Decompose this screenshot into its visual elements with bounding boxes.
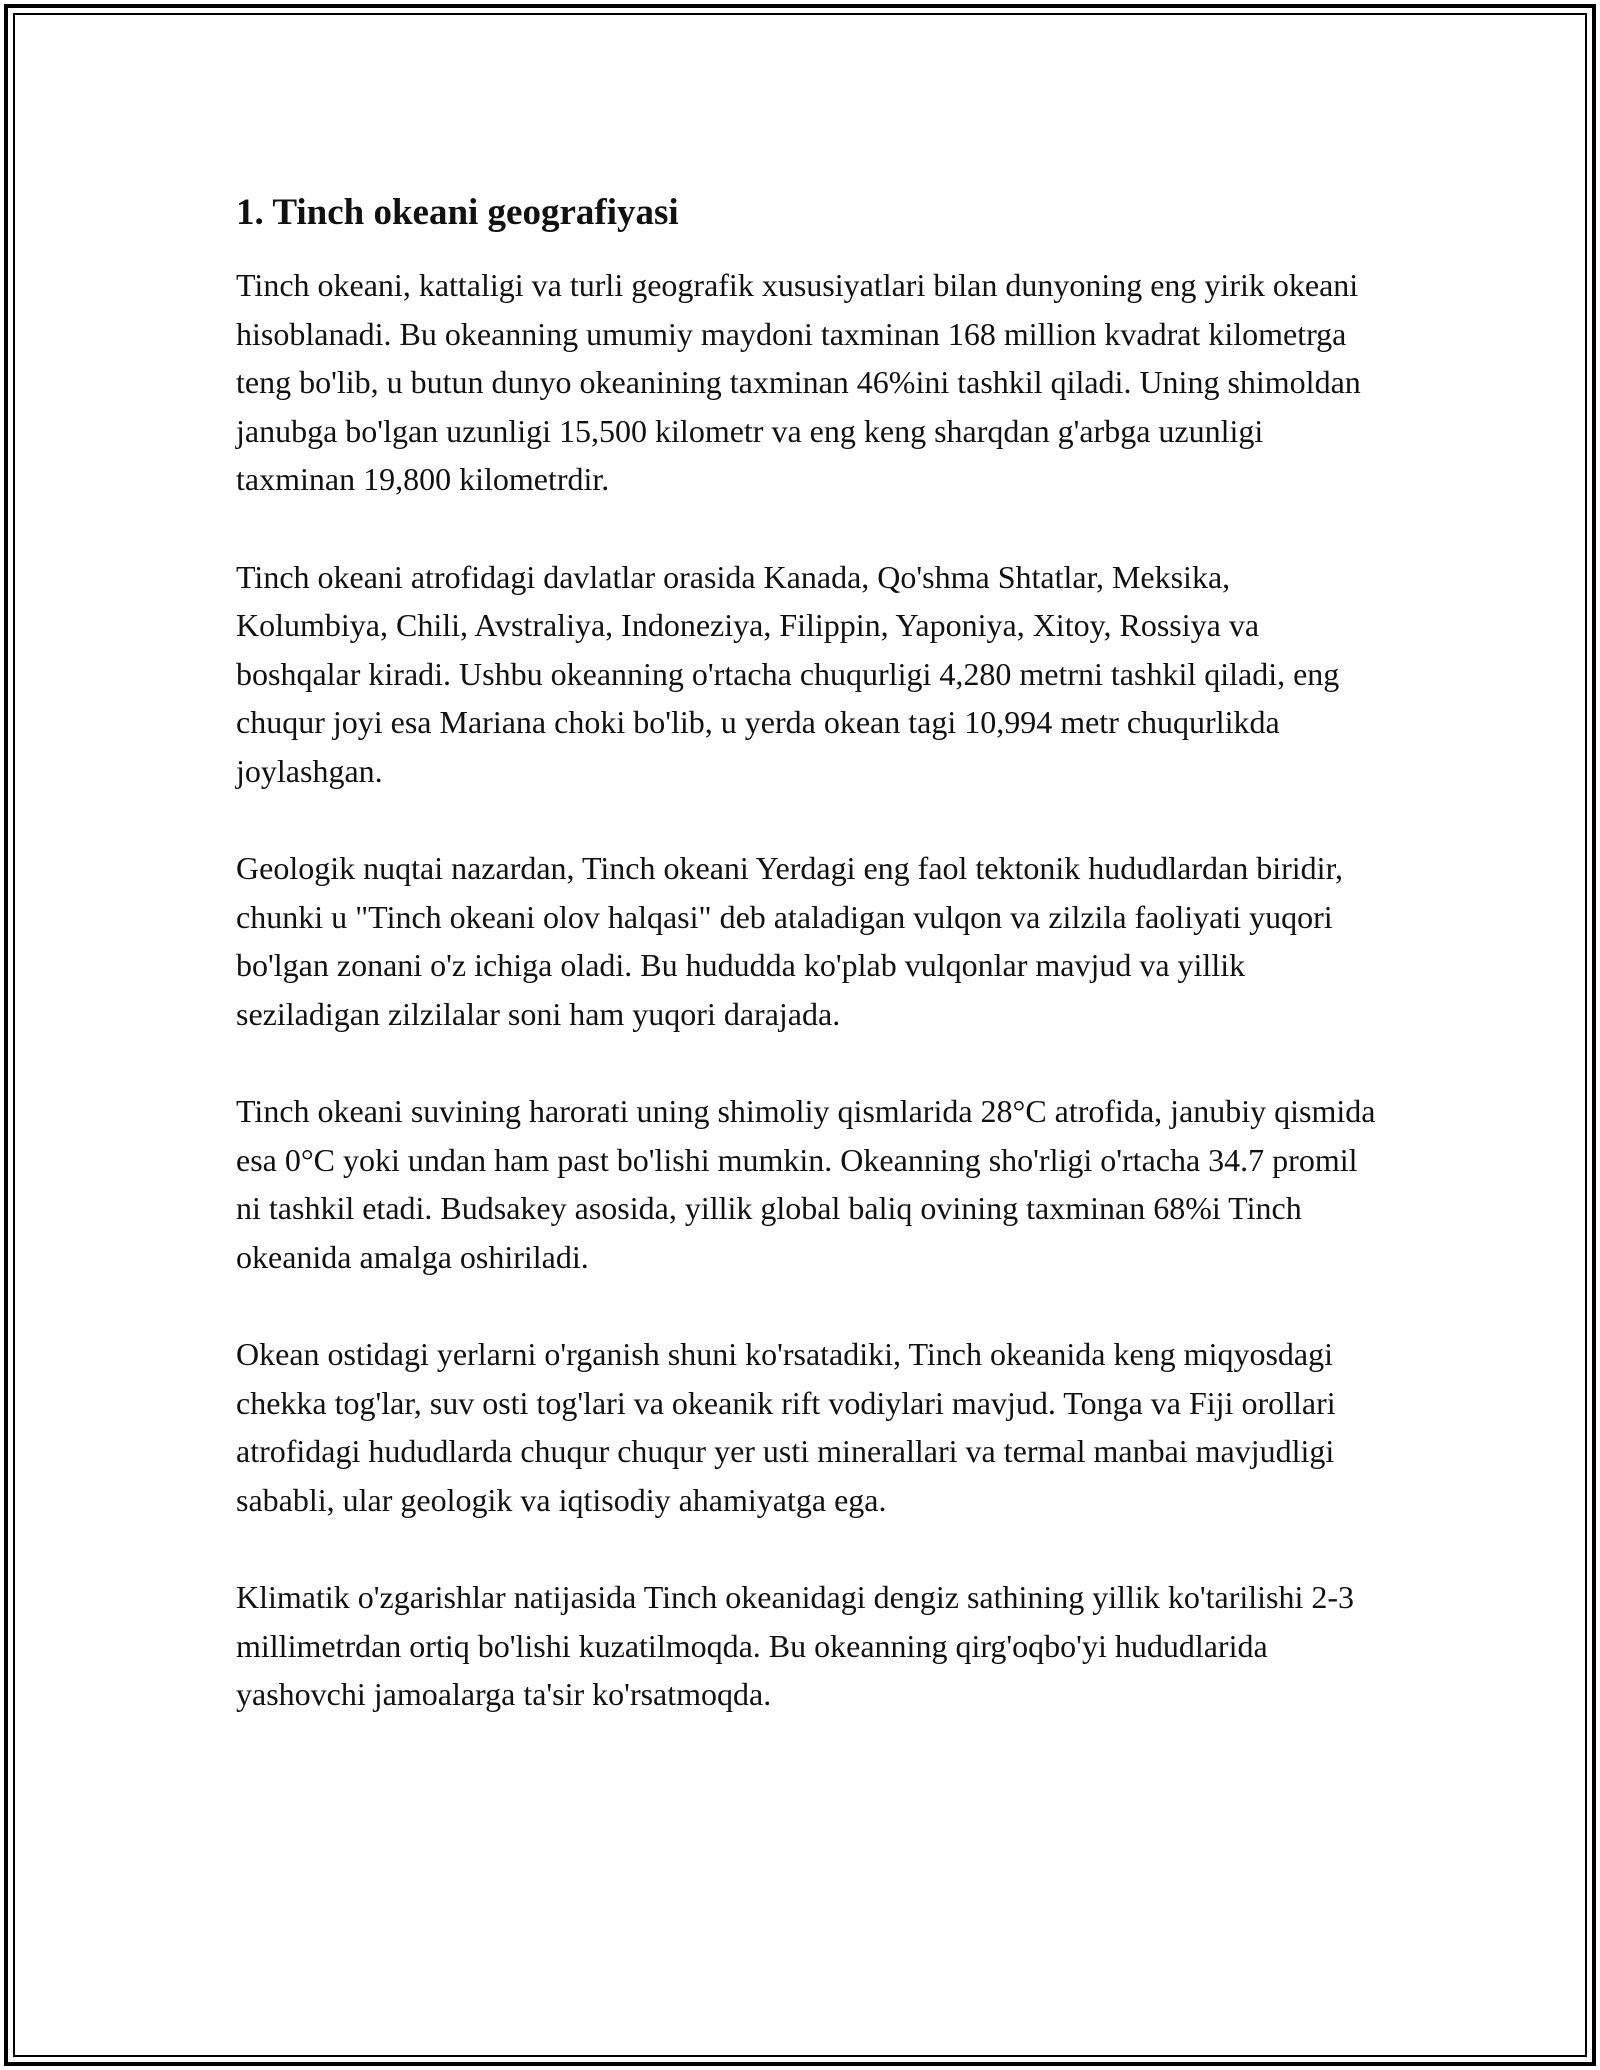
document-body: [236, 187, 1376, 1719]
paragraph-geology: Geologik nuqtai nazardan, Tinch okeani Yerdagi eng faol tektonik hududlardan biridir, chunki u "Tinch okeani olov halqasi" deb ataladigan vulqon va zilzila faoliyati yuqori bo'lgan zonani o'z ichiga oladi. Bu hududda ko'plab vulqonlar mavjud va yillik seziladigan zilzilalar soni ham yuqori darajada.: [236, 850, 1343, 1032]
paragraph-size-overview: Tinch okeani, kattaligi va turli geografik xususiyatlari bilan dunyoning eng yirik okeani hisoblanadi. Bu okeanning umumiy maydoni taxminan 168 million kvadrat kilometrga teng bo'lib, u butun dunyo okeanining taxminan 46%ini tashkil qiladi. Uning shimoldan janubga bo'lgan uzunligi 15,500 kilometr va eng keng sharqdan g'arbga uzunligi taxminan 19,800 kilometrdir.: [236, 267, 1361, 497]
paragraph-bordering-countries: Tinch okeani atrofidagi davlatlar orasida Kanada, Qo'shma Shtatlar, Meksika, Kolumbiya, Chili, Avstraliya, Indoneziya, Filippin, Yaponiya, Xitoy, Rossiya va boshqalar kiradi. Ushbu okeanning o'rtacha chuqurligi 4,280 metrni tashkil qiladi, eng chuqur joyi esa Mariana choki bo'lib, u yerda okean tagi 10,994 metr chuqurlikda joylashgan.: [236, 558, 1340, 789]
section-title: 1. Tinch okeani geografiyasi: [236, 192, 679, 233]
paragraph-temperature-salinity: Tinch okeani suvining harorati uning shimoliy qismlarida 28°C atrofida, janubiy qismida esa 0°C yoki undan ham past bo'lishi mumkin. Okeanning sho'rligi o'rtacha 34.7 promil ni tashkil etadi. Budsakey asosida, yillik global baliq ovining taxminan 68%i Tinch okeanida amalga oshiriladi.: [236, 1093, 1376, 1275]
paragraph-climate-change: Klimatik o'zgarishlar natijasida Tinch okeanidagi dengiz sathining yillik ko'tarilishi 2-3 millimetrdan ortiq bo'lishi kuzatilmoqda. Bu okeanning qirg'oqbo'yi hududlarida yashovchi jamoalarga ta'sir ko'rsatmoqda.: [236, 1579, 1355, 1712]
paragraph-seafloor: Okean ostidagi yerlarni o'rganish shuni ko'rsatadiki, Tinch okeanida keng miqyosdagi chekka tog'lar, suv osti tog'lari va okeanik rift vodiylari mavjud. Tonga va Fiji orollari atrofidagi hududlarda chuqur chuqur yer usti minerallari va termal manbai mavjudligi sababli, ular geologik va iqtisodiy ahamiyatga ega.: [236, 1336, 1336, 1518]
